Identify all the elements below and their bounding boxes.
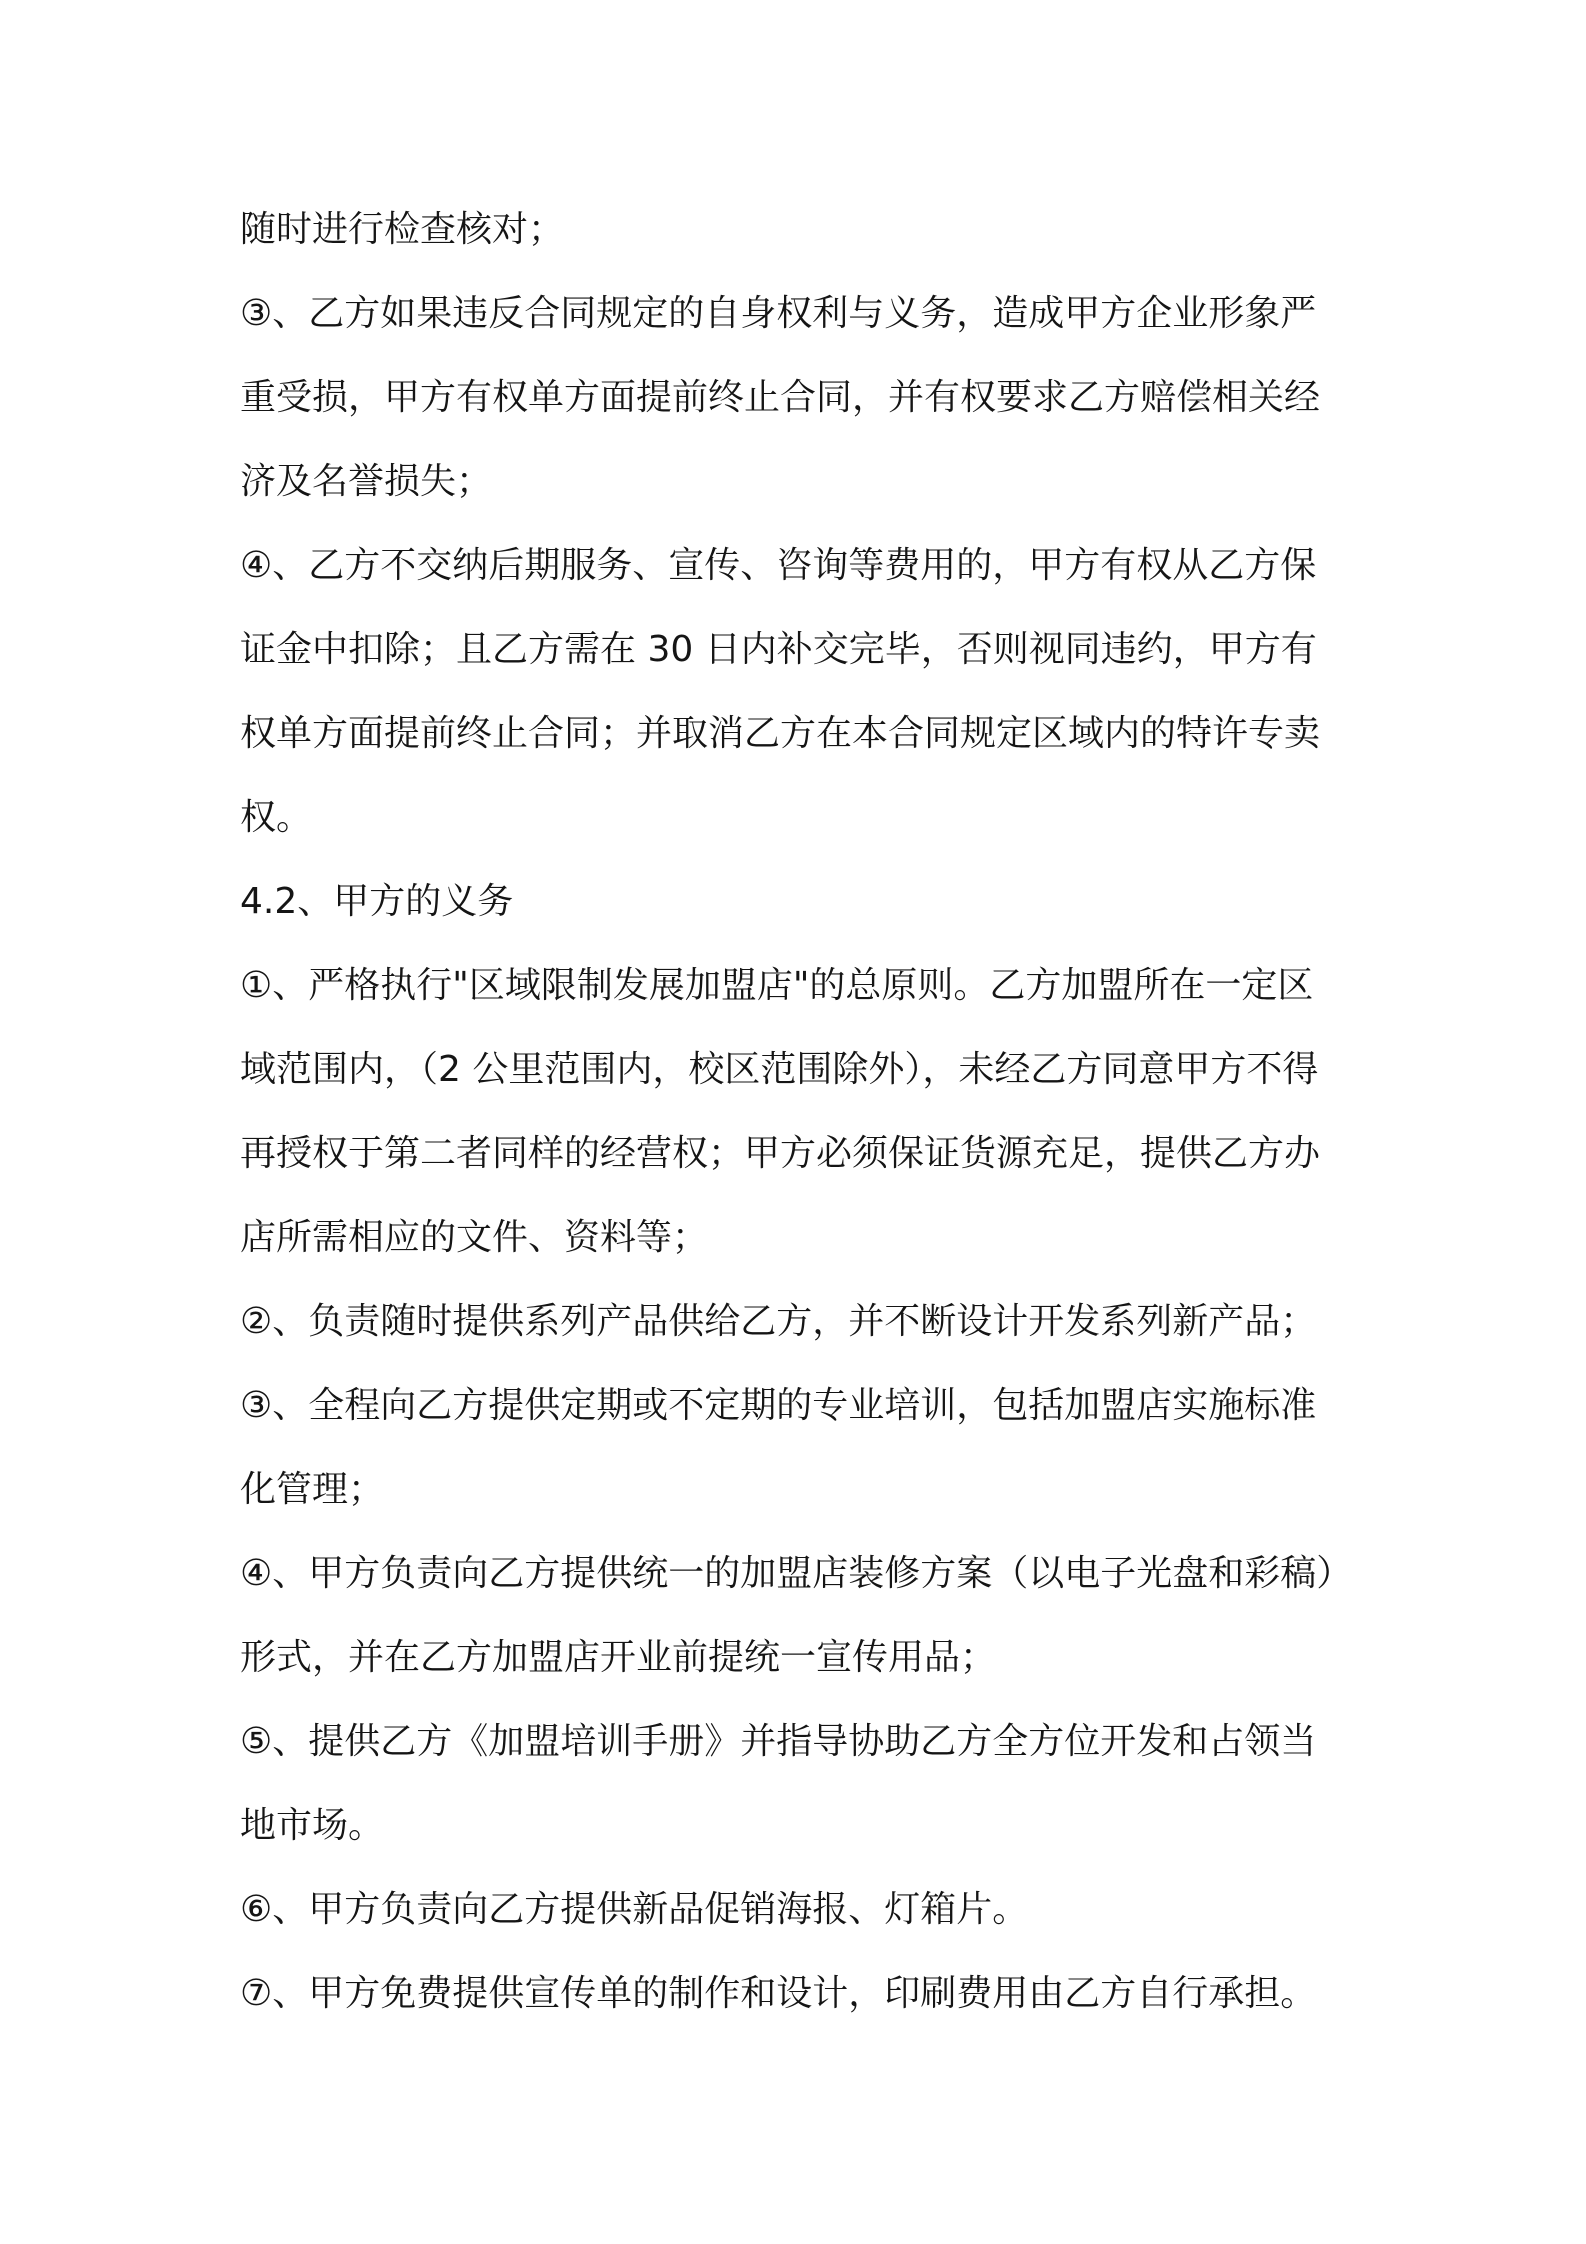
text-line: 随时进行检查核对； (240, 209, 565, 250)
text-line: ⑦、甲方免费提供宣传单的制作和设计，印刷费用由乙方自行承担。 (240, 1973, 1317, 2014)
text-line: ①、严格执行"区域限制发展加盟店"的总原则。乙方加盟所在一定区 (240, 965, 1314, 1006)
text-line: 店所需相应的文件、资料等； (240, 1217, 709, 1258)
text-line: ④、乙方不交纳后期服务、宣传、咨询等费用的，甲方有权从乙方保 (240, 545, 1317, 586)
text-line: ⑤、提供乙方《加盟培训手册》并指导协助乙方全方位开发和占领当 (240, 1721, 1317, 1762)
text-line: 再授权于第二者同样的经营权；甲方必须保证货源充足，提供乙方办 (240, 1133, 1321, 1174)
text-line: 形式，并在乙方加盟店开业前提统一宣传用品； (240, 1637, 997, 1678)
text-line: 化管理； (240, 1469, 385, 1510)
text-line: 重受损，甲方有权单方面提前终止合同，并有权要求乙方赔偿相关经 (240, 377, 1321, 418)
text-line: 域范围内，（2 公里范围内，校区范围除外），未经乙方同意甲方不得 (240, 1049, 1319, 1090)
section-heading: 4.2、甲方的义务 (240, 881, 514, 922)
text-line: ②、负责随时提供系列产品供给乙方，并不断设计开发系列新产品； (240, 1301, 1317, 1342)
text-line: 地市场。 (240, 1805, 385, 1846)
text-line: 证金中扣除；且乙方需在 30 日内补交完毕，否则视同违约，甲方有 (240, 629, 1317, 670)
text-line: 权单方面提前终止合同；并取消乙方在本合同规定区域内的特许专卖 (240, 713, 1321, 754)
document-body (240, 188, 1360, 2036)
text-line: ③、乙方如果违反合同规定的自身权利与义务，造成甲方企业形象严 (240, 293, 1317, 334)
text-line: ④、甲方负责向乙方提供统一的加盟店装修方案（以电子光盘和彩稿） (240, 1553, 1353, 1594)
text-line: 济及名誉损失； (240, 461, 493, 502)
text-line: ⑥、甲方负责向乙方提供新品促销海报、灯箱片。 (240, 1889, 1029, 1930)
text-line: 权。 (240, 797, 313, 838)
text-line: ③、全程向乙方提供定期或不定期的专业培训，包括加盟店实施标准 (240, 1385, 1317, 1426)
